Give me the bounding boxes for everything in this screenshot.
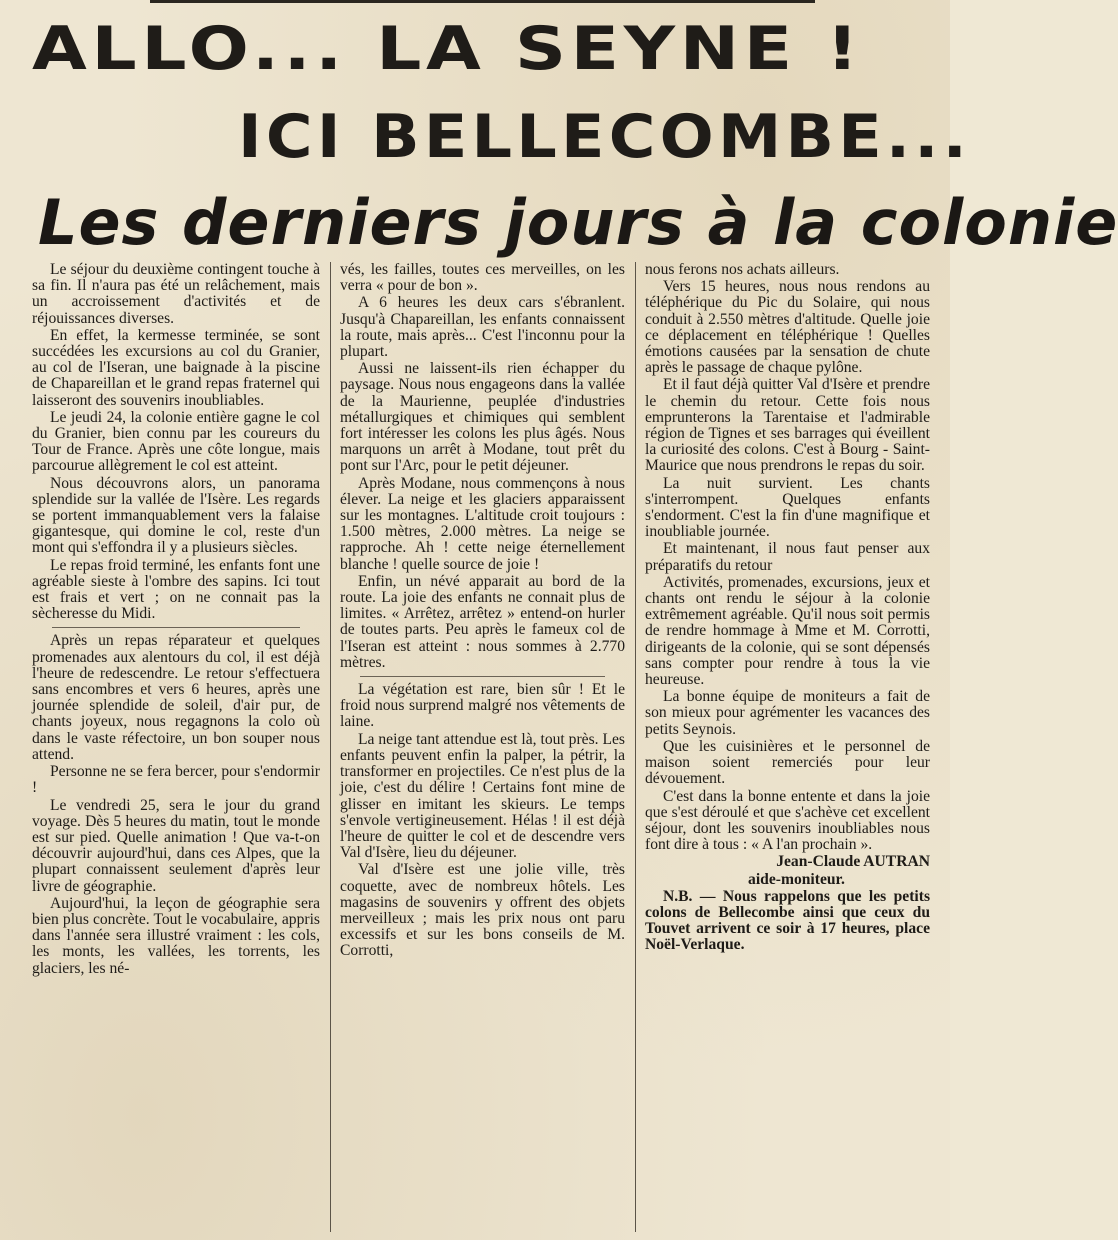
paragraph: La neige tant attendue est là, tout près. Les enfants peuvent enfin la palper, la pétrir, la transformer en projectiles. Ce n'est plus de la joie, c'est du délire ! Certains font mine de glisser en imitant les skieurs. Le temps s'envole vertigineusement. Hélas ! il est déjà l'heure de quitter le col et de descendre vers Val d'Isère, lieu du déjeuner.	[340, 730, 625, 862]
nb-label: N.B. —	[663, 887, 716, 905]
column-rule	[635, 262, 636, 1232]
paragraph: Après Modane, nous commençons à nous élever. La neige et les glaciers apparaissent sur les montagnes. L'altitude croit toujours : 1.500 mètres, 2.000 mètres. La neige se rapproche. Ah ! cette neige éternellement blanche ! quelle source de joie !	[340, 474, 625, 573]
column-rule	[330, 262, 331, 1232]
paragraph: Aujourd'hui, la leçon de géographie sera bien plus concrète. Tout le vocabulaire, appris dans l'année sera illustré vraiment : les cols, les monts, les vallées, les torrents, les glaciers, les né-	[32, 894, 320, 977]
paragraph: Activités, promenades, excursions, jeux et chants ont rendu le séjour à la colonie extrêmement agréable. Qu'il nous soit permis de rendre hommage à Mme et M. Corrotti, dirigeants de la colonie, qui se sont dépensés sans compter pour rendre à tous la vie heureuse.	[645, 573, 930, 689]
paragraph: Après un repas réparateur et quelques promenades aux alentours du col, il est déjà l'heure de redescendre. Le retour s'effectuera sans encombres et vers 6 heures, après une journée splendide de soleil, d'air pur, de chants joyeux, nous regagnons la colo où dans le vaste réfectoire, un bon souper nous attend.	[32, 632, 320, 763]
paragraph: Vers 15 heures, nous nous rendons au téléphérique du Pic du Solaire, qui nous conduit à 2.550 mètres d'altitude. Quelle joie ce déplacement en téléphérique ! Quelles émotions causées par la sensation de chute après le passage de chaque pylône.	[645, 278, 930, 377]
paragraph: A 6 heures les deux cars s'ébranlent. Jusqu'à Chapareillan, les enfants connaissent la route, mais après... C'est l'inconnu pour la plupart.	[340, 294, 625, 361]
paragraph: Personne ne se fera bercer, pour s'endormir !	[32, 763, 320, 797]
paragraph: nous ferons nos achats ailleurs.	[645, 261, 840, 278]
paragraph: Le jeudi 24, la colonie entière gagne le col du Granier, bien connu par les coureurs du Tour de France. Après une côte longue, mais parcourue allègrement le col est atteint.	[32, 408, 320, 475]
paragraph: Nous découvrons alors, un panorama splendide sur la vallée de l'Isère. Les regards se portent immanquablement vers la falaise gigantesque, qui domine le col, reste d'un mont qui s'effondra il y a plusieurs siècles.	[32, 474, 320, 557]
paragraph: Le repas froid terminé, les enfants font une agréable sieste à l'ombre des sapins. Ici tout est frais et vert ; on ne connait pas la sècheresse du Midi.	[32, 556, 320, 623]
top-rule	[150, 0, 815, 3]
paragraph: Et il faut déjà quitter Val d'Isère et prendre le chemin du retour. Cette fois nous emprunterons la Tarentaise et l'admirable région de Tignes et ses barrages qui éveillent la curiosité des colons. C'est à Bourg - Saint-Maurice que nous prendrons le repas du soir.	[645, 376, 930, 475]
nb-text: Nous rappelons que les petits colons de Bellecombe ainsi que ceux du Touvet arrivent ce soir à 17 heures, place Noël-Verlaque.	[645, 887, 931, 954]
paragraph: La végétation est rare, bien sûr ! Et le froid nous surprend malgré nos vêtements de laine.	[340, 681, 625, 731]
article-column-1	[32, 262, 320, 1232]
paragraph: vés, les failles, toutes ces merveilles, on les verra « pour de bon ».	[340, 261, 625, 295]
signature-name: Jean-Claude AUTRAN	[776, 853, 930, 871]
paragraph: Enfin, un névé apparait au bord de la route. La joie des enfants ne connait plus de limites. « Arrêtez, arrêtez » entend-on hurler de toutes parts. Peu après le fameux col de l'Iseran est atteint : nous sommes à 2.770 mètres.	[340, 572, 625, 671]
paragraph: Que les cuisinières et le personnel de maison soient remerciés pour leur dévouement.	[645, 737, 930, 788]
paragraph: Le séjour du deuxième contingent touche à sa fin. Il n'aura pas été un relâchement, mais un accroissement d'activités et de réjouissances diverses.	[32, 261, 320, 327]
paragraph: Et maintenant, il nous faut penser aux préparatifs du retour	[645, 540, 930, 574]
divider	[52, 627, 300, 628]
paragraph: C'est dans la bonne entente et dans la joie que s'est déroulé et que s'achève cet excellent séjour, dont les souvenirs inoubliables nous font dire à tous : « A l'an prochain ».	[645, 787, 930, 854]
paragraph: Le vendredi 25, sera le jour du grand voyage. Dès 5 heures du matin, tout le monde est sur pied. Quelle animation ! Que va-t-on découvrir aujourd'hui, dans ces Alpes, que la plupart connaissent seulement d'après leur livre de géographie.	[32, 796, 320, 895]
headline-line-2: ICI BELLECOMBE...	[238, 102, 972, 172]
paragraph: La nuit survient. Les chants s'interrompent. Quelques enfants s'endorment. C'est la fin d'une magnifique et inoubliable journée.	[645, 474, 930, 541]
signature-role: aide-moniteur.	[748, 870, 845, 888]
subheadline: Les derniers jours à la colonie	[38, 186, 1118, 259]
article-column-3	[645, 262, 930, 1232]
nota-bene	[645, 889, 930, 954]
divider	[360, 676, 605, 677]
paragraph: La bonne équipe de moniteurs a fait de son mieux pour agrémenter les vacances des petits Seynois.	[645, 688, 930, 738]
paragraph: En effet, la kermesse terminée, se sont succédées les excursions au col du Granier, au col de l'Iseran, une baignade à la piscine de Chapareillan et le grand repas fraternel qui laisseront des souvenirs inoubliables.	[32, 326, 320, 409]
paragraph: Aussi ne laissent-ils rien échapper du paysage. Nous nous engageons dans la vallée de la Maurienne, peuplée d'industries métallurgiques et chimiques qui semblent fort intéresser les colons les plus âgés. Nous marquons un arrêt à Modane, tout prêt du pont sur l'Arc, pour le petit déjeuner.	[340, 360, 625, 475]
headline-line-1: ALLO... LA SEYNE !	[32, 14, 864, 84]
paragraph: Val d'Isère est une jolie ville, très coquette, avec de nombreux hôtels. Les magasins de souvenirs y offrent des objets merveilleux ; mais les prix nous ont paru excessifs et sur les bons conseils de M. Corrotti,	[340, 861, 625, 960]
article-column-2	[340, 262, 625, 1232]
